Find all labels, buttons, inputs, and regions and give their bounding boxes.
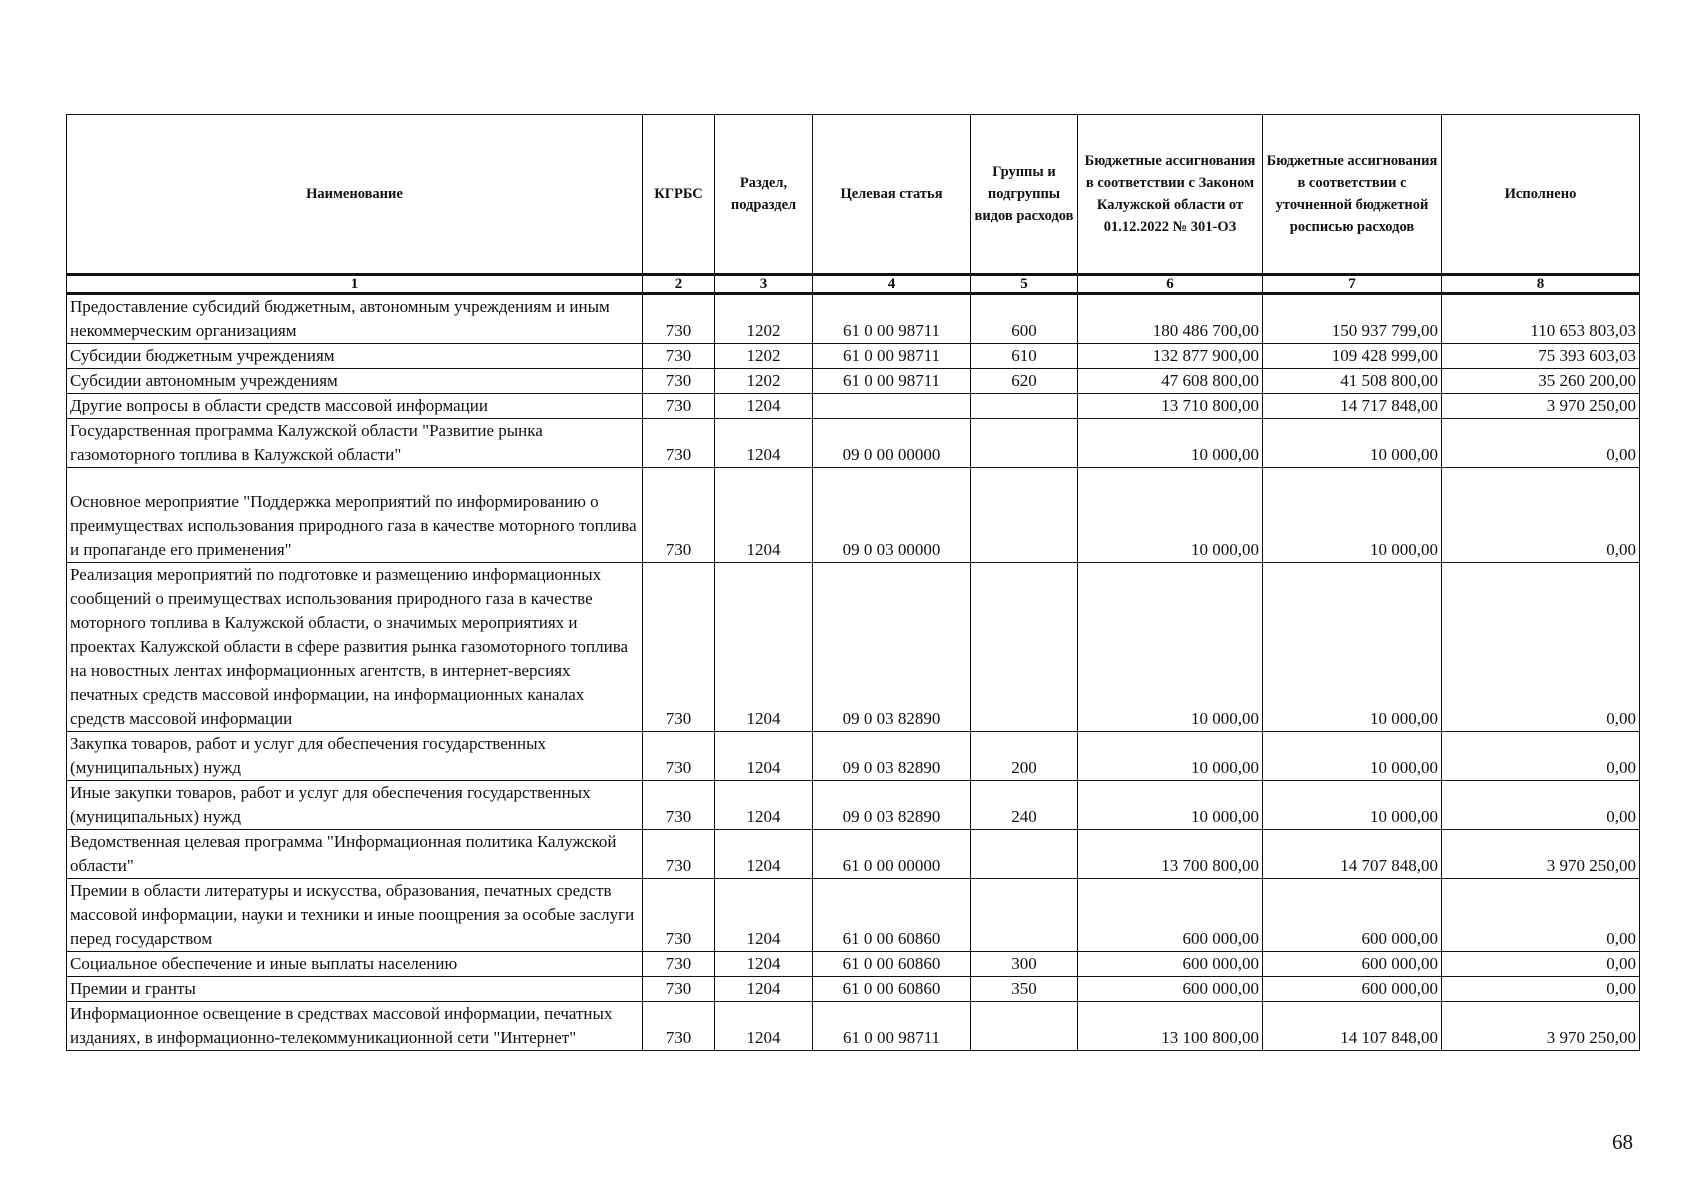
row-section: 1204 — [715, 563, 813, 732]
row-target: 61 0 00 60860 — [813, 879, 971, 952]
row-refined-allocation: 14 707 848,00 — [1263, 830, 1442, 879]
budget-table — [66, 114, 1640, 1051]
row-target: 61 0 00 00000 — [813, 830, 971, 879]
row-executed: 3 970 250,00 — [1442, 1002, 1640, 1051]
row-target: 09 0 03 82890 — [813, 781, 971, 830]
row-law-allocation: 180 486 700,00 — [1078, 294, 1263, 344]
column-number: 2 — [643, 275, 715, 294]
row-group — [971, 1002, 1078, 1051]
row-name: Основное мероприятие "Поддержка мероприятий по информированию о преимуществах использования природного газа в качестве моторного топлива и пропаганде его применения" — [67, 468, 643, 563]
row-target — [813, 394, 971, 419]
row-section: 1204 — [715, 977, 813, 1002]
table-row — [67, 879, 1640, 952]
row-law-allocation: 600 000,00 — [1078, 879, 1263, 952]
row-name: Другие вопросы в области средств массовой информации — [67, 394, 643, 419]
row-target: 61 0 00 98711 — [813, 344, 971, 369]
row-refined-allocation: 600 000,00 — [1263, 952, 1442, 977]
row-target: 61 0 00 98711 — [813, 294, 971, 344]
row-refined-allocation: 14 107 848,00 — [1263, 1002, 1442, 1051]
row-kgrbs: 730 — [643, 294, 715, 344]
row-group — [971, 468, 1078, 563]
table-row — [67, 468, 1640, 563]
row-target: 61 0 00 60860 — [813, 952, 971, 977]
row-name: Иные закупки товаров, работ и услуг для обеспечения государственных (муниципальных) нужд — [67, 781, 643, 830]
row-group — [971, 879, 1078, 952]
header-executed: Исполнено — [1442, 115, 1640, 275]
table-row — [67, 977, 1640, 1002]
row-executed: 0,00 — [1442, 879, 1640, 952]
row-kgrbs: 730 — [643, 419, 715, 468]
row-refined-allocation: 14 717 848,00 — [1263, 394, 1442, 419]
header-target: Целевая статья — [813, 115, 971, 275]
header-section: Раздел, подраздел — [715, 115, 813, 275]
row-executed: 0,00 — [1442, 419, 1640, 468]
row-group — [971, 830, 1078, 879]
row-kgrbs: 730 — [643, 781, 715, 830]
row-executed: 3 970 250,00 — [1442, 394, 1640, 419]
row-name: Информационное освещение в средствах массовой информации, печатных изданиях, в информационно-телекоммуникационной сети "Интернет" — [67, 1002, 643, 1051]
column-number-row — [67, 275, 1640, 294]
row-refined-allocation: 600 000,00 — [1263, 879, 1442, 952]
column-number: 1 — [67, 275, 643, 294]
row-kgrbs: 730 — [643, 1002, 715, 1051]
row-section: 1204 — [715, 394, 813, 419]
row-target: 09 0 03 82890 — [813, 732, 971, 781]
row-law-allocation: 600 000,00 — [1078, 977, 1263, 1002]
row-law-allocation: 13 100 800,00 — [1078, 1002, 1263, 1051]
row-target: 09 0 03 82890 — [813, 563, 971, 732]
row-kgrbs: 730 — [643, 394, 715, 419]
row-section: 1202 — [715, 369, 813, 394]
row-law-allocation: 13 700 800,00 — [1078, 830, 1263, 879]
row-law-allocation: 13 710 800,00 — [1078, 394, 1263, 419]
row-kgrbs: 730 — [643, 830, 715, 879]
row-kgrbs: 730 — [643, 468, 715, 563]
column-number: 7 — [1263, 275, 1442, 294]
row-executed: 0,00 — [1442, 732, 1640, 781]
row-name: Премии в области литературы и искусства, образования, печатных средств массовой информации, науки и техники и иные поощрения за особые заслуги перед государством — [67, 879, 643, 952]
row-section: 1204 — [715, 879, 813, 952]
row-kgrbs: 730 — [643, 563, 715, 732]
row-refined-allocation: 10 000,00 — [1263, 732, 1442, 781]
row-section: 1204 — [715, 781, 813, 830]
header-row — [67, 115, 1640, 275]
row-kgrbs: 730 — [643, 732, 715, 781]
row-group — [971, 394, 1078, 419]
row-executed: 3 970 250,00 — [1442, 830, 1640, 879]
row-group: 610 — [971, 344, 1078, 369]
row-refined-allocation: 10 000,00 — [1263, 781, 1442, 830]
row-law-allocation: 132 877 900,00 — [1078, 344, 1263, 369]
row-law-allocation: 10 000,00 — [1078, 419, 1263, 468]
row-target: 09 0 00 00000 — [813, 419, 971, 468]
row-section: 1202 — [715, 344, 813, 369]
column-number: 4 — [813, 275, 971, 294]
row-law-allocation: 10 000,00 — [1078, 732, 1263, 781]
row-name: Субсидии автономным учреждениям — [67, 369, 643, 394]
header-law-allocations: Бюджетные ассигнования в соответствии с Законом Калужской области от 01.12.2022 № 301-ОЗ — [1078, 115, 1263, 275]
row-group: 300 — [971, 952, 1078, 977]
row-law-allocation: 10 000,00 — [1078, 563, 1263, 732]
table-row — [67, 369, 1640, 394]
row-group: 200 — [971, 732, 1078, 781]
table-row — [67, 394, 1640, 419]
row-name: Закупка товаров, работ и услуг для обеспечения государственных (муниципальных) нужд — [67, 732, 643, 781]
row-executed: 35 260 200,00 — [1442, 369, 1640, 394]
column-number: 3 — [715, 275, 813, 294]
row-name: Предоставление субсидий бюджетным, автономным учреждениям и иным некоммерческим организациям — [67, 294, 643, 344]
row-executed: 0,00 — [1442, 952, 1640, 977]
row-kgrbs: 730 — [643, 977, 715, 1002]
row-refined-allocation: 150 937 799,00 — [1263, 294, 1442, 344]
row-section: 1202 — [715, 294, 813, 344]
row-refined-allocation: 10 000,00 — [1263, 468, 1442, 563]
row-executed: 0,00 — [1442, 977, 1640, 1002]
table-row — [67, 1002, 1640, 1051]
row-section: 1204 — [715, 468, 813, 563]
row-target: 61 0 00 60860 — [813, 977, 971, 1002]
table-row — [67, 952, 1640, 977]
row-section: 1204 — [715, 1002, 813, 1051]
row-kgrbs: 730 — [643, 879, 715, 952]
table-row — [67, 732, 1640, 781]
row-name: Реализация мероприятий по подготовке и размещению информационных сообщений о преимуществах использования природного газа в качестве моторного топлива в Калужской области, о значимых мероприятиях и проектах Калужской области в сфере развития рынка газомоторного топлива на новостных лентах информационных агентств, в интернет-версиях печатных средств массовой информации, на информационных каналах средств массовой информации — [67, 563, 643, 732]
row-law-allocation: 10 000,00 — [1078, 468, 1263, 563]
row-law-allocation: 600 000,00 — [1078, 952, 1263, 977]
row-section: 1204 — [715, 830, 813, 879]
column-number: 8 — [1442, 275, 1640, 294]
row-section: 1204 — [715, 732, 813, 781]
row-group — [971, 563, 1078, 732]
row-name: Субсидии бюджетным учреждениям — [67, 344, 643, 369]
table-body — [67, 294, 1640, 1051]
row-kgrbs: 730 — [643, 344, 715, 369]
table-row — [67, 781, 1640, 830]
row-executed: 0,00 — [1442, 563, 1640, 732]
row-target: 09 0 03 00000 — [813, 468, 971, 563]
row-section: 1204 — [715, 419, 813, 468]
header-groups: Группы и подгруппы видов расходов — [971, 115, 1078, 275]
table-row — [67, 294, 1640, 344]
row-group: 620 — [971, 369, 1078, 394]
header-kgrbs: КГРБС — [643, 115, 715, 275]
header-name: Наименование — [67, 115, 643, 275]
row-target: 61 0 00 98711 — [813, 1002, 971, 1051]
row-section: 1204 — [715, 952, 813, 977]
table-row — [67, 830, 1640, 879]
row-group: 600 — [971, 294, 1078, 344]
row-refined-allocation: 109 428 999,00 — [1263, 344, 1442, 369]
row-group: 240 — [971, 781, 1078, 830]
row-executed: 75 393 603,03 — [1442, 344, 1640, 369]
column-number: 6 — [1078, 275, 1263, 294]
row-executed: 110 653 803,03 — [1442, 294, 1640, 344]
row-executed: 0,00 — [1442, 781, 1640, 830]
table-row — [67, 344, 1640, 369]
row-name: Премии и гранты — [67, 977, 643, 1002]
row-refined-allocation: 41 508 800,00 — [1263, 369, 1442, 394]
row-group: 350 — [971, 977, 1078, 1002]
row-name: Государственная программа Калужской области "Развитие рынка газомоторного топлива в Калужской области" — [67, 419, 643, 468]
row-executed: 0,00 — [1442, 468, 1640, 563]
header-refined-allocations: Бюджетные ассигнования в соответствии с уточненной бюджетной росписью расходов — [1263, 115, 1442, 275]
row-target: 61 0 00 98711 — [813, 369, 971, 394]
row-group — [971, 419, 1078, 468]
row-refined-allocation: 10 000,00 — [1263, 563, 1442, 732]
row-name: Социальное обеспечение и иные выплаты населению — [67, 952, 643, 977]
row-kgrbs: 730 — [643, 952, 715, 977]
row-refined-allocation: 10 000,00 — [1263, 419, 1442, 468]
table-row — [67, 419, 1640, 468]
column-number: 5 — [971, 275, 1078, 294]
row-law-allocation: 47 608 800,00 — [1078, 369, 1263, 394]
row-refined-allocation: 600 000,00 — [1263, 977, 1442, 1002]
table-row — [67, 563, 1640, 732]
row-name: Ведомственная целевая программа "Информационная политика Калужской области" — [67, 830, 643, 879]
row-kgrbs: 730 — [643, 369, 715, 394]
page-number: 68 — [1612, 1130, 1633, 1154]
row-law-allocation: 10 000,00 — [1078, 781, 1263, 830]
